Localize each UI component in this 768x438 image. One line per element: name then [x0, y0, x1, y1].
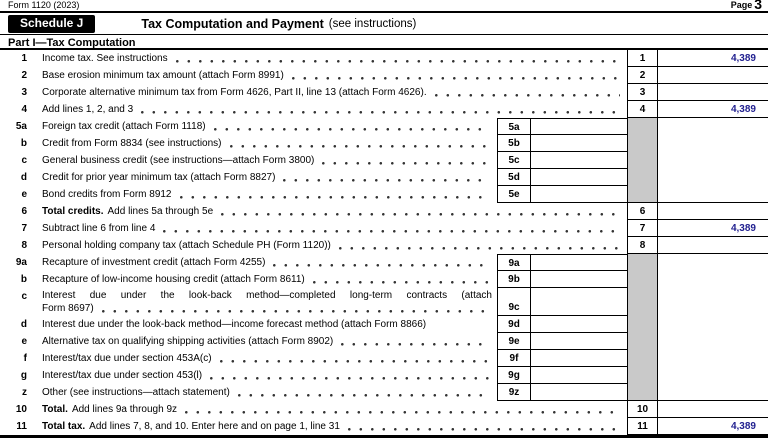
- dot-leader: [313, 281, 490, 284]
- row-description: [27, 67, 627, 84]
- schedule-header: [0, 13, 768, 35]
- dot-leader: [348, 428, 620, 431]
- entry-field-9z[interactable]: [530, 384, 627, 401]
- form-row-9c: [0, 288, 768, 316]
- row-description: [27, 152, 497, 169]
- amount-area: [657, 254, 768, 271]
- row-description: [27, 203, 627, 220]
- line-number: 4: [21, 104, 27, 115]
- line-number: 9a: [15, 257, 27, 268]
- shaded-cell: [627, 118, 657, 135]
- line-number: 8: [21, 240, 27, 251]
- amount-area: [657, 271, 768, 288]
- row-description: [27, 333, 497, 350]
- dot-leader: [292, 77, 620, 80]
- page-ref: [731, 0, 762, 10]
- line-number: b: [20, 274, 27, 285]
- line-number: e: [21, 336, 27, 347]
- sub-line-ref: 5c: [497, 152, 530, 169]
- row-label-bold: Total tax.: [42, 421, 86, 432]
- line-number: f: [23, 353, 27, 364]
- line-number: 5a: [15, 121, 27, 132]
- row-description: [27, 418, 627, 435]
- form-row-6: [0, 203, 768, 220]
- line-number: b: [20, 138, 27, 149]
- row-description: [27, 118, 497, 135]
- row-label-bold: Total.: [42, 404, 68, 415]
- shaded-cell: [627, 152, 657, 169]
- amount-area: [657, 316, 768, 333]
- form-row-9e: [0, 333, 768, 350]
- sub-line-ref: 9b: [497, 271, 530, 288]
- row-description: [27, 350, 497, 367]
- dot-leader: [322, 162, 490, 165]
- sub-line-ref: 9c: [497, 288, 530, 316]
- sub-line-ref: 5e: [497, 186, 530, 203]
- page-number: 3: [754, 0, 762, 12]
- amount-field-6[interactable]: [657, 203, 768, 220]
- sub-line-ref: 9f: [497, 350, 530, 367]
- line-number: 6: [21, 206, 27, 217]
- shaded-cell: [627, 186, 657, 203]
- row-description: [27, 169, 497, 186]
- row-description: [27, 316, 497, 333]
- line-number: z: [22, 387, 27, 398]
- entry-field-5a[interactable]: [530, 118, 627, 135]
- form-row-5d: [0, 169, 768, 186]
- amount-field-8[interactable]: [657, 237, 768, 254]
- row-label: General business credit (see instructions—attach Form 3800): [42, 155, 315, 166]
- entry-field-9c[interactable]: [530, 288, 627, 316]
- dot-leader: [102, 310, 490, 313]
- schedule-badge: Schedule J: [8, 15, 95, 33]
- row-description: [27, 401, 627, 418]
- line-number: 7: [21, 223, 27, 234]
- entry-field-9d[interactable]: [530, 316, 627, 333]
- line-number: 11: [16, 421, 27, 432]
- shaded-cell: [627, 316, 657, 333]
- row-label: Recapture of low-income housing credit (attach Form 8611): [42, 274, 305, 285]
- dot-leader: [176, 60, 620, 63]
- line-ref-cell: 11: [627, 418, 657, 435]
- row-label: Credit from Form 8834 (see instructions): [42, 138, 222, 149]
- sub-line-ref: 9a: [497, 254, 530, 271]
- row-label-bold: Total credits.: [42, 206, 104, 217]
- amount-area: [657, 186, 768, 203]
- form-row-5c: [0, 152, 768, 169]
- dot-leader: [283, 179, 490, 182]
- shaded-cell: [627, 254, 657, 271]
- shaded-cell: [627, 333, 657, 350]
- form-id: Form 1120 (2023): [8, 0, 80, 10]
- row-label: Add lines 1, 2, and 3: [42, 104, 134, 115]
- sub-line-ref: 5d: [497, 169, 530, 186]
- line-ref-cell: 6: [627, 203, 657, 220]
- form-row-9f: [0, 350, 768, 367]
- schedule-title: Tax Computation and Payment: [141, 16, 324, 31]
- form-row-9z: [0, 384, 768, 401]
- row-description: [27, 50, 627, 67]
- line-number: c: [21, 291, 27, 302]
- shaded-cell: [627, 271, 657, 288]
- row-description: [27, 84, 627, 101]
- dot-leader: [341, 343, 490, 346]
- line-ref-cell: 2: [627, 67, 657, 84]
- line-number: e: [21, 189, 27, 200]
- amount-area: [657, 152, 768, 169]
- form-row-1: [0, 50, 768, 67]
- dot-leader: [185, 411, 620, 414]
- page-label: Page: [730, 0, 753, 10]
- row-label: Income tax. See instructions: [42, 53, 168, 64]
- sub-line-ref: 9g: [497, 367, 530, 384]
- part-heading: Part I—Tax Computation: [0, 35, 768, 50]
- line-ref-cell: 10: [627, 401, 657, 418]
- form-row-9a: [0, 254, 768, 271]
- form-row-9d: [0, 316, 768, 333]
- amount-field-10[interactable]: [657, 401, 768, 418]
- form-row-5a: [0, 118, 768, 135]
- form-row-3: [0, 84, 768, 101]
- form-row-2: [0, 67, 768, 84]
- dot-leader: [214, 128, 490, 131]
- row-label: Base erosion minimum tax amount (attach Form 8991): [42, 70, 284, 81]
- form-row-11: [0, 418, 768, 435]
- row-label: Corporate alternative minimum tax from Form 4626, Part II, line 13 (attach Form 4626).: [42, 87, 427, 98]
- form-row-5b: [0, 135, 768, 152]
- entry-field-5d[interactable]: [530, 169, 627, 186]
- row-label: Other (see instructions—attach statement): [42, 387, 230, 398]
- form-row-5e: [0, 186, 768, 203]
- form-row-8: [0, 237, 768, 254]
- form-row-4: [0, 101, 768, 118]
- dot-leader: [210, 377, 490, 380]
- row-label-line1: Interest due under the look-back method—completed long-term contracts (attach: [42, 290, 492, 301]
- line-number: 1: [21, 53, 27, 64]
- entry-field-9g[interactable]: [530, 367, 627, 384]
- row-label: Personal holding company tax (attach Schedule PH (Form 1120)): [42, 240, 331, 251]
- amount-area: [657, 333, 768, 350]
- row-label: Add lines 9a through 9z: [71, 404, 178, 415]
- form-row-9g: [0, 367, 768, 384]
- dot-leader: [180, 196, 491, 199]
- entry-field-5c[interactable]: [530, 152, 627, 169]
- row-description: [27, 271, 497, 288]
- row-label-line2: Form 8697): [42, 302, 94, 314]
- row-label: Foreign tax credit (attach Form 1118): [42, 121, 206, 132]
- sub-line-ref: 9z: [497, 384, 530, 401]
- amount-field-11[interactable]: 4,389: [657, 418, 768, 435]
- sub-line-ref: 5a: [497, 118, 530, 135]
- row-label: Interest due under the look-back method—income forecast method (attach Form 8866): [42, 319, 427, 330]
- row-description: [27, 367, 497, 384]
- dot-leader: [141, 111, 620, 114]
- entry-field-9e[interactable]: [530, 333, 627, 350]
- amount-area: [657, 288, 768, 316]
- sub-line-ref: 9d: [497, 316, 530, 333]
- amount-field-7[interactable]: 4,389: [657, 220, 768, 237]
- line-number: 10: [15, 404, 27, 415]
- shaded-cell: [627, 169, 657, 186]
- form-row-10: [0, 401, 768, 418]
- dot-leader: [163, 230, 620, 233]
- row-label: Subtract line 6 from line 4: [42, 223, 156, 234]
- amount-area: [657, 350, 768, 367]
- row-description: [27, 288, 497, 316]
- form-row-9b: [0, 271, 768, 288]
- dot-leader: [220, 360, 490, 363]
- shaded-cell: [627, 350, 657, 367]
- row-label: Alternative tax on qualifying shipping activities (attach Form 8902): [42, 336, 334, 347]
- amount-area: [657, 169, 768, 186]
- row-description: [27, 101, 627, 118]
- row-label: Recapture of investment credit (attach Form 4255): [42, 257, 266, 268]
- row-label: Add lines 5a through 5e: [107, 206, 214, 217]
- line-ref-cell: 4: [627, 101, 657, 118]
- row-label: Bond credits from Form 8912: [42, 189, 172, 200]
- amount-area: [657, 135, 768, 152]
- schedule-title-note: (see instructions): [328, 17, 417, 30]
- row-description: [27, 186, 497, 203]
- shaded-cell: [627, 135, 657, 152]
- sub-line-ref: 5b: [497, 135, 530, 152]
- amount-field-1[interactable]: 4,389: [657, 50, 768, 67]
- form-row-7: [0, 220, 768, 237]
- row-description: [27, 237, 627, 254]
- line-number: 2: [21, 70, 27, 81]
- amount-field-3[interactable]: [657, 84, 768, 101]
- shaded-cell: [627, 288, 657, 316]
- dot-leader: [435, 94, 620, 97]
- line-ref-cell: 1: [627, 50, 657, 67]
- row-description: [27, 135, 497, 152]
- sub-line-ref: 9e: [497, 333, 530, 350]
- line-number: d: [20, 319, 27, 330]
- shaded-cell: [627, 367, 657, 384]
- entry-field-9f[interactable]: [530, 350, 627, 367]
- dot-leader: [230, 145, 490, 148]
- amount-area: [657, 367, 768, 384]
- line-number: g: [20, 370, 27, 381]
- line-number: d: [20, 172, 27, 183]
- shaded-cell: [627, 384, 657, 401]
- line-ref-cell: 7: [627, 220, 657, 237]
- line-number: c: [21, 155, 27, 166]
- dot-leader: [238, 394, 490, 397]
- amount-area: [657, 118, 768, 135]
- dot-leader: [339, 247, 620, 250]
- row-label: Interest/tax due under section 453A(c): [42, 353, 212, 364]
- row-description: [27, 220, 627, 237]
- amount-area: [657, 384, 768, 401]
- entry-field-5e[interactable]: [530, 186, 627, 203]
- row-label: Credit for prior year minimum tax (attach Form 8827): [42, 172, 276, 183]
- line-number: 3: [21, 87, 27, 98]
- entry-field-5b[interactable]: [530, 135, 627, 152]
- amount-field-2[interactable]: [657, 67, 768, 84]
- line-ref-cell: 3: [627, 84, 657, 101]
- entry-field-9b[interactable]: [530, 271, 627, 288]
- dot-leader: [221, 213, 620, 216]
- line-ref-cell: 8: [627, 237, 657, 254]
- row-label: Add lines 7, 8, and 10. Enter here and on page 1, line 31: [89, 421, 340, 432]
- entry-field-9a[interactable]: [530, 254, 627, 271]
- page-top-bar: [0, 0, 768, 13]
- dot-leader: [273, 264, 490, 267]
- row-label: Interest/tax due under section 453(l): [42, 370, 203, 381]
- amount-field-4[interactable]: 4,389: [657, 101, 768, 118]
- row-description: [27, 254, 497, 271]
- row-description: [27, 384, 497, 401]
